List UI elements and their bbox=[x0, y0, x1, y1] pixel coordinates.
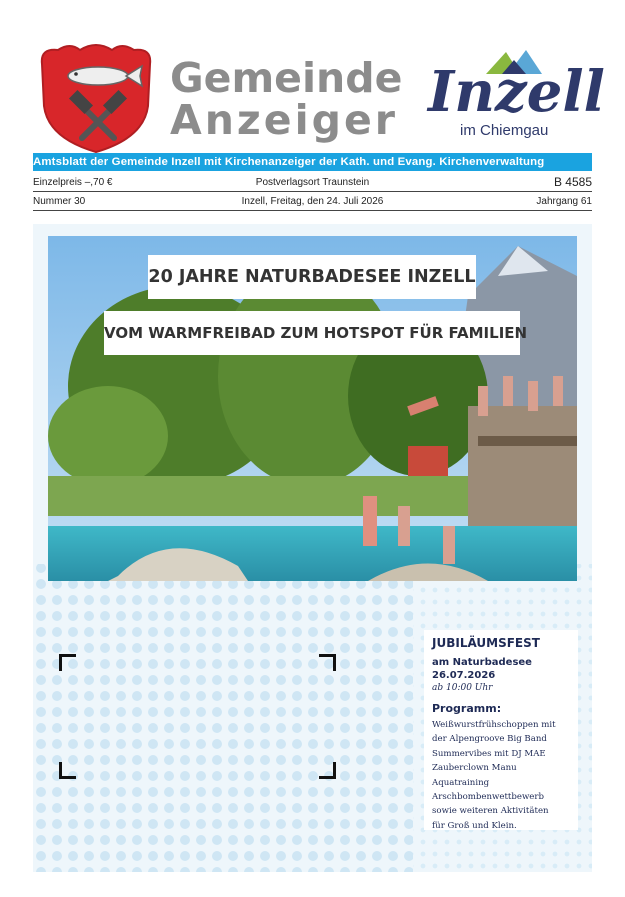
info-row-2 bbox=[33, 194, 592, 211]
program-item: Zauberclown Manu bbox=[432, 763, 517, 774]
event-place: am Naturbadesee bbox=[432, 657, 532, 668]
cover-headline: 20 JAHRE NATURBADESEE INZELL bbox=[148, 255, 476, 299]
program-item: Arschbombenwettbewerb bbox=[432, 792, 545, 803]
event-time: ab 10:00 Uhr bbox=[432, 683, 493, 693]
program-list bbox=[432, 718, 556, 833]
event-title: JUBILÄUMSFEST bbox=[432, 636, 540, 650]
postal-label: Postverlagsort Traunstein bbox=[255, 177, 370, 188]
title-gemeinde: Gemeinde bbox=[170, 54, 403, 102]
cover-subheadline: VOM WARMFREIBAD ZUM HOTSPOT FÜR FAMILIEN bbox=[104, 311, 520, 355]
masthead-band: Amtsblatt der Gemeinde Inzell mit Kirchenanzeiger der Kath. und Evang. Kirchenverwaltung bbox=[33, 153, 592, 171]
info-row-1 bbox=[33, 175, 592, 192]
program-item: Weißwurstfrühschoppen mit bbox=[432, 720, 556, 730]
frame-corner-top-left bbox=[59, 654, 76, 671]
program-title: Programm: bbox=[432, 702, 502, 715]
inzell-logo-text: Inzell bbox=[428, 59, 605, 125]
issue-date: Inzell, Freitag, den 24. Juli 2026 bbox=[241, 196, 384, 207]
title-anzeiger: Anzeiger bbox=[170, 96, 399, 144]
frame-corner-bottom-left bbox=[59, 762, 76, 779]
postal-code: B 4585 bbox=[553, 175, 592, 189]
program-item: sowie weiteren Aktivitäten bbox=[432, 806, 549, 817]
frame-corner-bottom-right bbox=[319, 762, 336, 779]
program-item: Aquatraining bbox=[432, 777, 490, 788]
frame-corner-top-right bbox=[319, 654, 336, 671]
volume-label: Jahrgang 61 bbox=[536, 196, 592, 207]
issue-number: Nummer 30 bbox=[33, 196, 86, 207]
program-item: der Alpengroove Big Band bbox=[432, 734, 547, 745]
event-date: 26.07.2026 bbox=[432, 670, 496, 681]
crest-fish-hammers-icon bbox=[36, 42, 156, 154]
logo-subtitle: im Chiemgau bbox=[460, 122, 549, 139]
price-label: Einzelpreis –,70 € bbox=[33, 177, 113, 188]
event-box bbox=[424, 630, 578, 830]
program-item: für Groß und Klein. bbox=[432, 820, 517, 831]
program-item: Summervibes mit DJ MAE bbox=[432, 748, 546, 759]
